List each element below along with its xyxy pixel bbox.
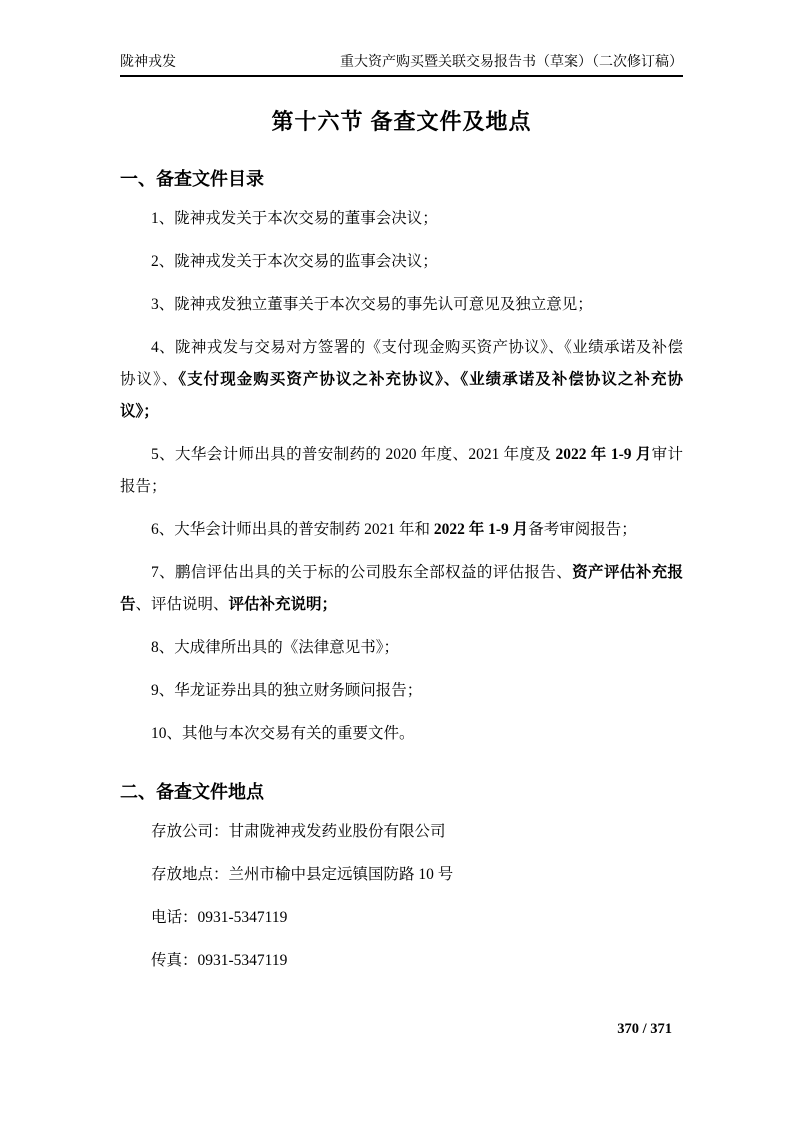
catalog-item-5: 5、大华会计师出具的普安制药的 2020 年度、2021 年度及 2022 年 1-9 月审计报告； (120, 446, 683, 495)
page-header (120, 53, 683, 77)
location-line-fax: 传真：0931-5347119 (151, 952, 288, 969)
catalog-item-1: 1、陇神戎发关于本次交易的董事会决议； (151, 210, 438, 227)
catalog-item-7: 7、鹏信评估出具的关于标的公司股东全部权益的评估报告、资产评估补充报告、评估说明、评估补充说明； (120, 564, 683, 613)
section-location-heading: 二、备查文件地点 (120, 782, 264, 802)
catalog-item-4: 4、陇神戎发与交易对方签署的《支付现金购买资产协议》、《业绩承诺及补偿协议》、《支付现金购买资产协议之补充协议》、《业绩承诺及补偿协议之补充协议》； (120, 339, 683, 420)
catalog-item-2: 2、陇神戎发关于本次交易的监事会决议； (151, 253, 438, 270)
location-line-address: 存放地点：兰州市榆中县定远镇国防路 10 号 (151, 866, 454, 883)
catalog-item-3: 3、陇神戎发独立董事关于本次交易的事先认可意见及独立意见； (151, 296, 593, 313)
header-document-title: 重大资产购买暨关联交易报告书（草案）（二次修订稿） (340, 55, 683, 70)
page-title: 第十六节 备查文件及地点 (271, 109, 532, 134)
catalog-item-9: 9、华龙证券出具的独立财务顾问报告； (151, 682, 423, 699)
catalog-item-6: 6、大华会计师出具的普安制药 2021 年和 2022 年 1-9 月备考审阅报告； (151, 521, 637, 538)
catalog-item-8: 8、大成律所出具的《法律意见书》； (151, 639, 400, 656)
location-line-company: 存放公司：甘肃陇神戎发药业股份有限公司 (151, 823, 446, 840)
location-line-phone: 电话：0931-5347119 (151, 909, 288, 926)
header-company-name: 陇神戎发 (120, 55, 176, 70)
section-catalog-heading: 一、备查文件目录 (120, 169, 264, 189)
page-number: 370 / 371 (617, 1021, 672, 1037)
catalog-item-10: 10、其他与本次交易有关的重要文件。 (151, 725, 415, 742)
